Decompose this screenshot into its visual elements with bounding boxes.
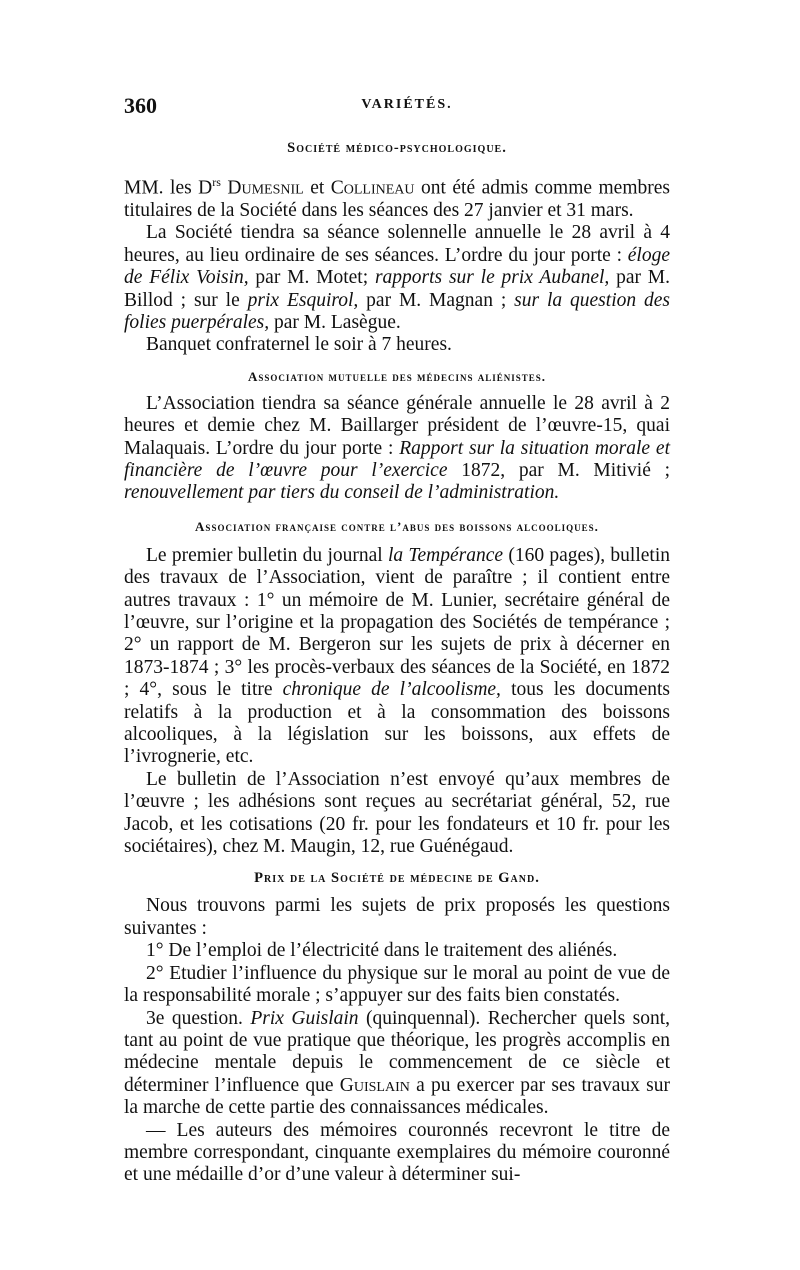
section-association-francaise	[124, 519, 670, 859]
text-segment: renouvellement par tiers du conseil de l’administration.	[124, 482, 560, 504]
paragraph	[124, 963, 670, 1008]
paragraph	[124, 171, 670, 222]
text-segment: — Les auteurs des mémoires couronnés recevront le titre de membre correspondant, cinquante exemplaires du mémoire couronné et une médaille d’or d’une valeur à déterminer sui-	[124, 1119, 670, 1186]
text-segment: chronique de l’alcoolisme,	[282, 679, 501, 701]
text-segment: par M. Magnan ;	[358, 289, 515, 311]
text-segment: a pu exercer par ses travaux sur la marche de cette partie des connaissances médicales.	[124, 1074, 670, 1119]
paragraph	[124, 1008, 670, 1120]
text-segment: tous les documents relatifs à la production et à la consommation des boissons alcooliques, à la législation sur les boissons, aux effets de l’ivrognerie, etc.	[124, 679, 670, 768]
text-segment: Prix Guislain	[250, 1007, 359, 1029]
text-segment: par M. Billod ; sur le	[124, 267, 671, 311]
text-segment: (160 pages), bulletin des travaux de l’Association, vient de paraître ; il contient entre autres travaux : 1° un mémoire de M. Lunier, secrétaire général de l’œuvre, sur l’origine et la propagation des Sociétés de tempérance ; 2° un rapport de M. Bergeron sur les sujets de prix à décerner en 1873-1874 ; 3° les procès-verbaux des séances de la Société, en 1872 ; 4°, sous le titre	[124, 544, 670, 701]
section-prix-gand	[124, 870, 670, 1186]
body-text	[124, 136, 670, 1187]
text-segment: et	[303, 177, 331, 199]
section-heading: Association française contre l’abus des boissons alcooliques.	[195, 518, 599, 534]
text-segment: rapports sur le prix Aubanel,	[374, 267, 610, 289]
text-segment: sur la question des folies puerpérales,	[124, 289, 670, 333]
text-segment: ont été admis comme membres titulaires de la Société dans les séances des 27 janvier et 31 mars.	[124, 177, 670, 221]
paragraph	[124, 769, 670, 859]
text-segment: 1872, par M. Mitivié ;	[447, 459, 671, 481]
paragraph	[124, 1120, 670, 1187]
section-heading: Société médico-psychologique.	[287, 140, 507, 156]
section-societe-medico-psychologique	[124, 140, 670, 357]
section-association-mutuelle	[124, 369, 670, 505]
text-segment: 3e question.	[146, 1007, 251, 1029]
section-heading: Prix de la Société de médecine de Gand.	[254, 870, 540, 887]
text-segment: Nous trouvons parmi les sujets de prix proposés les questions suivantes :	[124, 895, 670, 939]
paragraph	[124, 393, 670, 505]
text-segment: Le premier bulletin du journal	[146, 544, 388, 566]
paragraph	[124, 940, 670, 962]
running-head	[124, 93, 670, 123]
paragraph	[124, 895, 670, 940]
text-segment: Dumesnil	[227, 177, 304, 199]
text-segment: Banquet confraternel le soir à 7 heures.	[146, 334, 452, 356]
text-segment: La Société tiendra sa séance solennelle annuelle le 28 avril à 4 heures, au lieu ordinaire de ses séances. L’ordre du jour porte :	[124, 222, 670, 266]
text-segment: par M. Motet;	[248, 267, 375, 289]
text-segment: L’Association tiendra sa séance générale annuelle le 28 avril à 2 heures et demie chez M. Baillarger président de l’œuvre-15, quai Malaquais. L’ordre du jour porte :	[124, 392, 670, 459]
page-number: 360	[124, 93, 157, 118]
text-segment: Collineau	[330, 177, 415, 199]
text-segment: prix Esquirol,	[247, 289, 359, 311]
text-segment: rs	[212, 175, 221, 189]
text-segment: Le bulletin de l’Association n’est envoyé qu’aux membres de l’œuvre ; les adhésions sont reçues au secrétariat général, 52, rue Jacob, et les cotisations (20 fr. pour les fondateurs et 10 fr. pour les sociétaires), chez M. Maugin, 12, rue Guénégaud.	[124, 768, 670, 858]
text-segment: 1° De l’emploi de l’électricité dans le traitement des aliénés.	[146, 940, 618, 962]
paragraph	[124, 334, 670, 356]
text-segment: Guislain	[339, 1074, 410, 1096]
running-title: VARIÉTÉS.	[361, 97, 453, 112]
text-segment: éloge de Félix Voisin,	[124, 244, 670, 289]
paragraph	[124, 545, 670, 769]
text-segment: par M. Lasègue.	[269, 311, 401, 333]
text-segment: (quinquennal). Rechercher quels sont, tant au point de vue pratique que théorique, les progrès accomplis en médecine mentale depuis le commencement de ce siècle et déterminer l’influence que	[124, 1007, 671, 1096]
text-segment: 2° Etudier l’influence du physique sur le moral au point de vue de la responsabilité morale ; s’appuyer sur des faits bien constatés.	[124, 962, 670, 1007]
text-segment: la Tempérance	[387, 544, 504, 566]
text-segment: MM. les D	[124, 177, 213, 199]
section-heading: Association mutuelle des médecins aliénistes.	[247, 368, 547, 384]
text-segment: Rapport sur la situation morale et financière de l’œuvre pour l’exercice	[124, 437, 670, 481]
paragraph	[124, 222, 670, 334]
